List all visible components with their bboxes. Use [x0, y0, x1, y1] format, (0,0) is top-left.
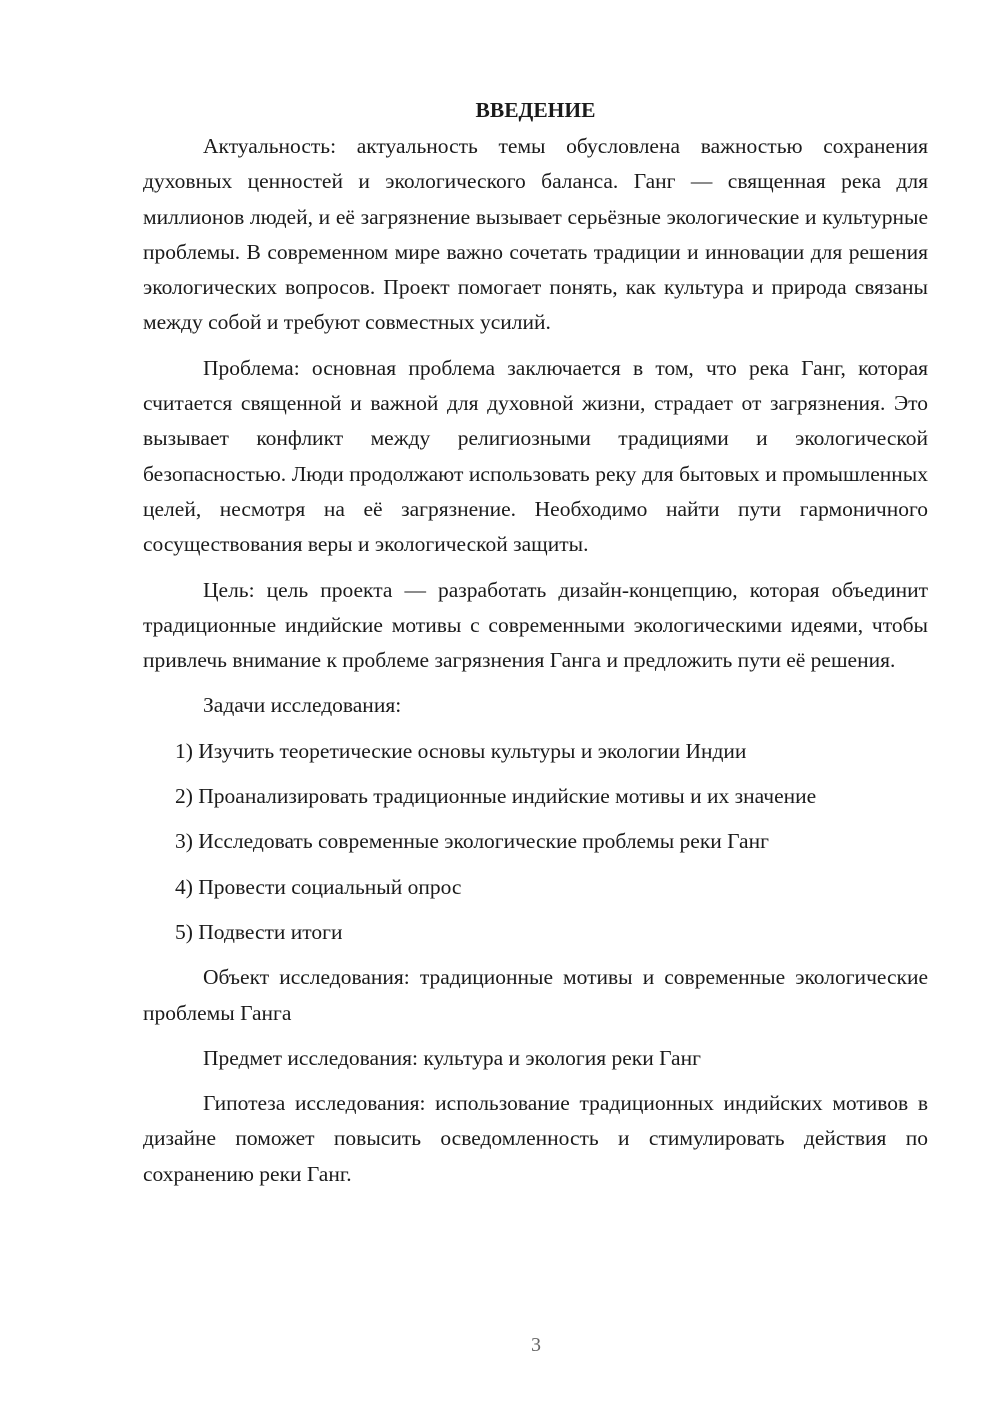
task-item-3: 3) Исследовать современные экологические проблемы реки Ганг [175, 829, 769, 854]
paragraph-problem: Проблема: основная проблема заключается в том, что река Ганг, которая считается священной и важной для духовной жизни, страдает от загрязнения. Это вызывает конфликт между религиозными традициями и экологической безопасностью. Люди продолжают использовать реку для бытовых и промышленных целей, несмотря на её загрязнение. Необходимо найти пути гармоничного сосуществования веры и экологической защиты. [143, 355, 928, 557]
paragraph-goal: Цель: цель проекта — разработать дизайн-концепцию, которая объединит традиционные индийские мотивы с современными экологическими идеями, чтобы привлечь внимание к проблеме загрязнения Ганга и предложить пути её решения. [143, 577, 928, 673]
task-item-5: 5) Подвести итоги [175, 919, 343, 944]
paragraph-object: Объект исследования: традиционные мотивы и современные экологические проблемы Ганга [143, 965, 928, 1025]
task-item-4: 4) Провести социальный опрос [175, 874, 462, 899]
page-title: ВВЕДЕНИЕ [475, 98, 596, 122]
paragraph-hypothesis: Гипотеза исследования: использование традиционных индийских мотивов в дизайне поможет повысить осведомленность и стимулировать действия по сохранению реки Ганг. [143, 1091, 928, 1186]
task-item-1: 1) Изучить теоретические основы культуры и экологии Индии [175, 738, 747, 763]
tasks-heading: Задачи исследования: [203, 693, 402, 718]
paragraph-subject: Предмет исследования: культура и экология реки Ганг [203, 1045, 701, 1070]
paragraph-relevance: Актуальность: актуальность темы обусловлена важностью сохранения духовных ценностей и экологического баланса. Ганг — священная река для миллионов людей, и её загрязнение вызывает серьёзные экологические и культурные проблемы. В современном мире важно сочетать традиции и инновации для решения экологических вопросов. Проект помогает понять, как культура и природа связаны между собой и требуют совместных усилий. [143, 134, 928, 335]
page-content [143, 93, 928, 1202]
page-number: 3 [531, 1334, 541, 1356]
task-item-2: 2) Проанализировать традиционные индийские мотивы и их значение [175, 784, 817, 809]
